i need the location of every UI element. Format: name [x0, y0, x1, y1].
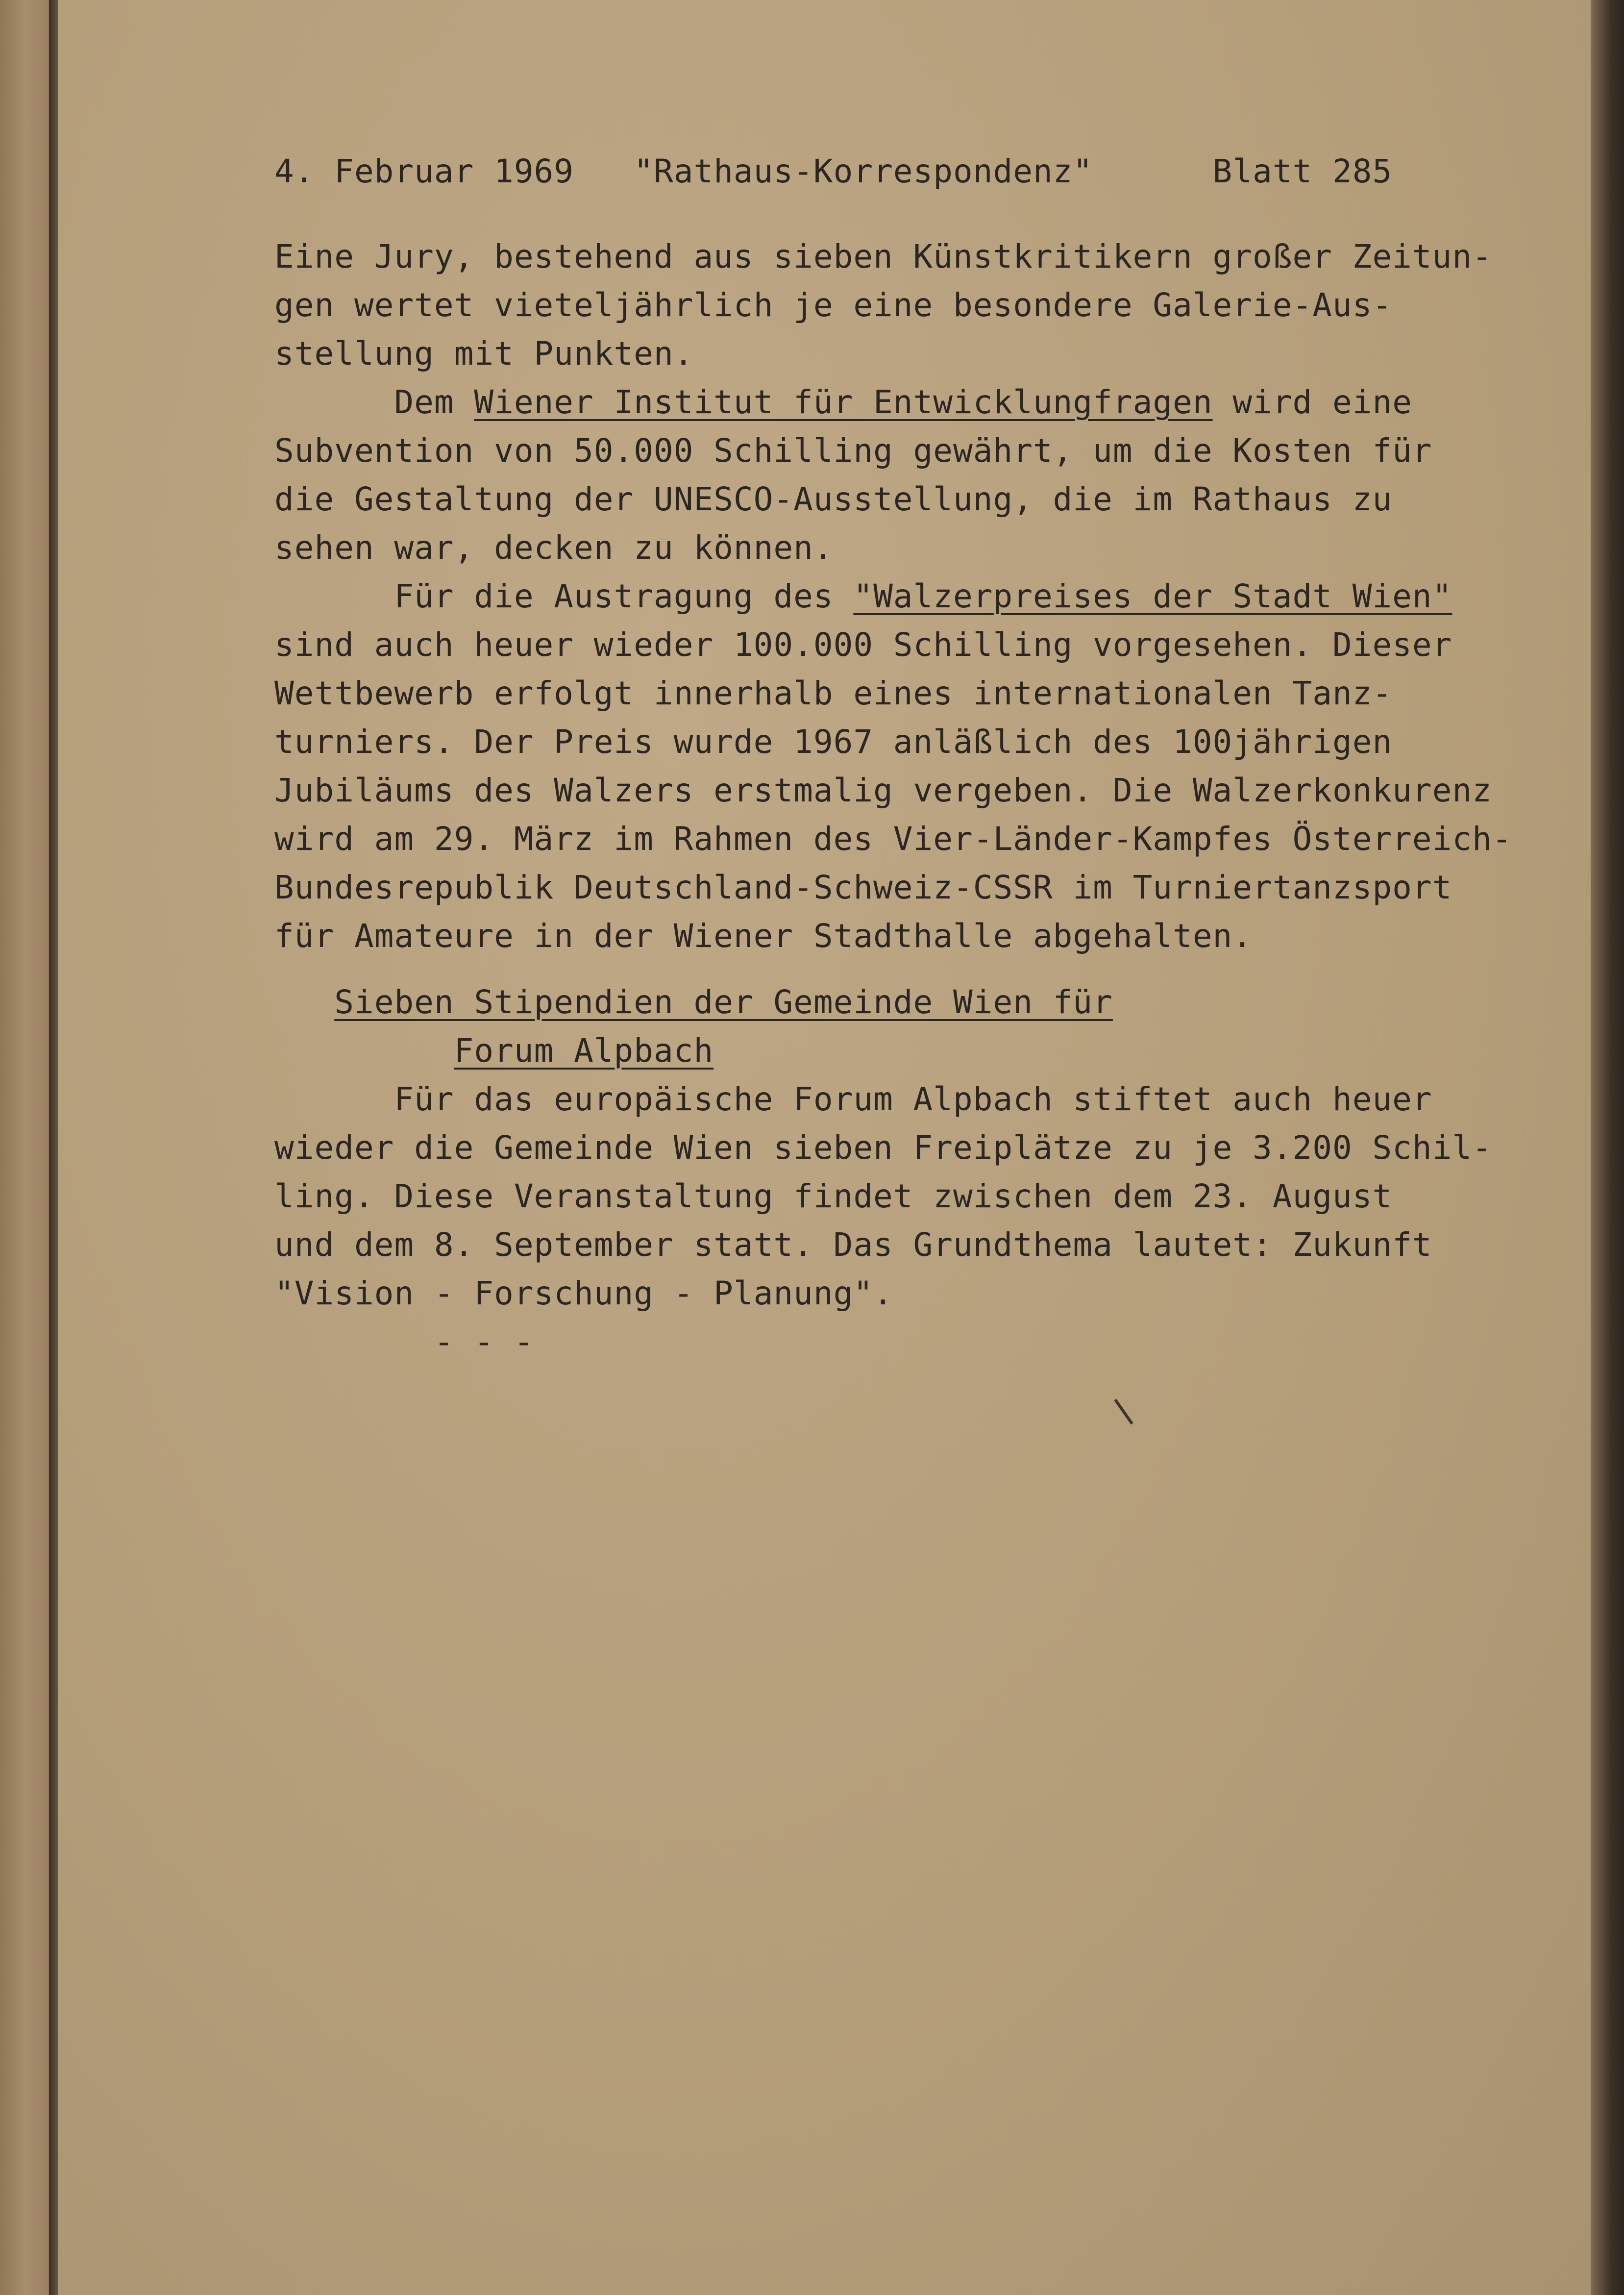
text-line: Für die Austragung des "Walzerpreises der Stadt Wien" [274, 577, 1452, 615]
text-line: wieder die Gemeinde Wien sieben Freiplätze zu je 3.200 Schil- [274, 1129, 1492, 1167]
right-page-edge [1591, 0, 1624, 2295]
page-header [274, 147, 1529, 196]
text-line: sehen war, decken zu können. [274, 529, 834, 567]
text-line: Jubiläums des Walzers erstmalig vergeben. Die Walzerkonkurenz [274, 772, 1492, 809]
waltz-prize-name: "Walzerpreises der Stadt Wien" [853, 577, 1452, 615]
text-line: sind auch heuer wieder 100.000 Schilling vorgesehen. Dieser [274, 626, 1452, 664]
section-heading: Forum Alpbach [454, 1032, 714, 1070]
section-heading: Sieben Stipendien der Gemeinde Wien für [334, 983, 1113, 1021]
text-line: und dem 8. September statt. Das Grundthema lautet: Zukunft [274, 1226, 1432, 1264]
text-line: ling. Diese Veranstaltung findet zwischen dem 23. August [274, 1177, 1393, 1215]
text-line: Für das europäische Forum Alpbach stiftet auch heuer [274, 1080, 1432, 1118]
header-publication: "Rathaus-Korrespondenz" [634, 152, 1093, 190]
text-line: wird am 29. März im Rahmen des Vier-Länder-Kampfes Österreich- [274, 820, 1512, 858]
text-line: Wettbewerb erfolgt innerhalb eines internationalen Tanz- [274, 674, 1393, 712]
text-line: Subvention von 50.000 Schilling gewährt, um die Kosten für [274, 432, 1432, 470]
text-line: gen wertet vieteljährlich je eine besondere Galerie-Aus- [274, 286, 1393, 324]
end-marker: - - - [434, 1323, 534, 1361]
header-date: 4. Februar 1969 [274, 152, 574, 190]
document-text [274, 147, 1529, 1366]
text-line: für Amateure in der Wiener Stadthalle abgehalten. [274, 917, 1253, 955]
text-line: Bundesrepublik Deutschland-Schweiz-CSSR im Turniertanzsport [274, 869, 1452, 906]
text-line: die Gestaltung der UNESCO-Ausstellung, die im Rathaus zu [274, 480, 1393, 518]
text-line: stellung mit Punkten. [274, 335, 694, 373]
header-sheet: Blatt 285 [1212, 152, 1393, 190]
text-line: turniers. Der Preis wurde 1967 anläßlich des 100jährigen [274, 723, 1393, 761]
text-line: Dem Wiener Institut für Entwicklungfragen wird eine [274, 383, 1412, 421]
text-line: "Vision - Forschung - Planung". [274, 1274, 893, 1312]
text-line: Eine Jury, bestehend aus sieben Künstkritikern großer Zeitun- [274, 238, 1492, 275]
institute-name: Wiener Institut für Entwicklungfragen [474, 383, 1213, 421]
